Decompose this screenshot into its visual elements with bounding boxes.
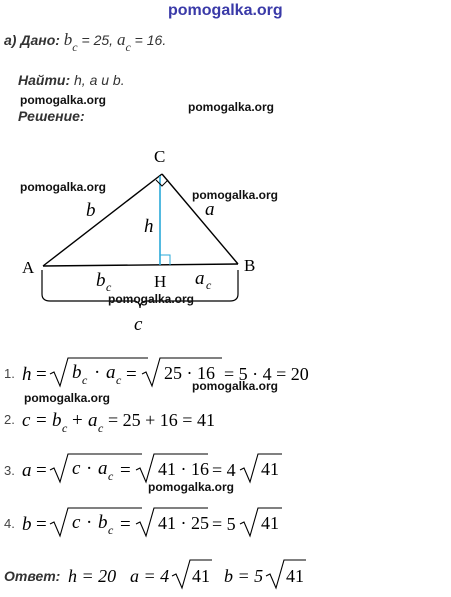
step-4-result-radicand: 41 bbox=[261, 513, 279, 533]
svg-text:b: b bbox=[52, 410, 62, 431]
svg-text:·: · bbox=[94, 362, 101, 383]
watermark: pomogalka.org bbox=[192, 188, 279, 202]
svg-text:=: = bbox=[36, 514, 47, 535]
segment-bc-sub: c bbox=[106, 280, 112, 294]
answer-b: b = 5 bbox=[224, 566, 264, 586]
segment-ac-sub: c bbox=[206, 278, 212, 292]
segment-bc-label: b bbox=[96, 270, 106, 291]
side-b-label: b bbox=[86, 200, 96, 221]
svg-text:=: = bbox=[36, 364, 47, 385]
right-angle-c-mark bbox=[156, 180, 168, 186]
svg-text:b: b bbox=[22, 514, 32, 535]
watermark: pomogalka.org bbox=[20, 180, 107, 194]
answer-a-radicand: 41 bbox=[192, 566, 210, 586]
svg-text:b: b bbox=[98, 512, 108, 533]
answer-a: a = 4 bbox=[130, 566, 170, 586]
base-c-label: c bbox=[134, 314, 143, 335]
step-1-formula bbox=[18, 352, 328, 392]
svg-text:a: a bbox=[88, 410, 98, 431]
svg-text:=: = bbox=[36, 460, 47, 481]
step-4-formula bbox=[18, 502, 328, 542]
find-line bbox=[18, 72, 125, 88]
step-1-inner: 25 · 16 bbox=[164, 363, 215, 383]
foot-h-label: H bbox=[154, 272, 167, 291]
step-3-inner: 41 · 16 bbox=[158, 459, 209, 479]
answer-formula bbox=[66, 556, 326, 592]
svg-text:c: c bbox=[108, 469, 114, 483]
answer-h: h = 20 bbox=[68, 566, 117, 586]
svg-text:c: c bbox=[108, 523, 114, 537]
watermark: pomogalka.org bbox=[20, 93, 107, 107]
triangle-diagram bbox=[0, 140, 451, 340]
svg-text:=: = bbox=[120, 514, 131, 535]
right-angle-h-mark bbox=[160, 255, 170, 265]
watermark-top: pomogalka.org bbox=[168, 2, 283, 19]
vertex-c-label: C bbox=[154, 147, 166, 166]
step-4-inner: 41 · 25 bbox=[158, 513, 209, 533]
step-1-number: 1. bbox=[4, 366, 15, 381]
segment-ac-label: a bbox=[195, 268, 205, 289]
svg-text:·: · bbox=[86, 512, 93, 533]
svg-text:c: c bbox=[72, 512, 81, 533]
svg-text:c: c bbox=[98, 421, 104, 435]
watermark: pomogalka.org bbox=[24, 391, 111, 405]
answer-b-radicand: 41 bbox=[286, 566, 304, 586]
svg-text:c: c bbox=[62, 421, 68, 435]
step-3-number: 3. bbox=[4, 463, 15, 478]
svg-text:=: = bbox=[36, 410, 47, 431]
base-ab-line bbox=[43, 264, 238, 266]
answer-label: Ответ: bbox=[4, 568, 61, 584]
solution-label: Решение: bbox=[18, 108, 85, 124]
svg-text:c: c bbox=[72, 458, 81, 479]
watermark: pomogalka.org bbox=[148, 480, 235, 494]
step-2-formula bbox=[18, 400, 328, 436]
watermark: pomogalka.org bbox=[188, 100, 275, 114]
watermark: pomogalka.org bbox=[108, 292, 195, 306]
step-4-result: = 5 bbox=[212, 514, 236, 534]
given-line: а) Дано: bc = 25, ac = 16. bbox=[4, 30, 167, 54]
svg-text:h: h bbox=[22, 364, 32, 385]
height-h-label: h bbox=[144, 216, 154, 237]
step-3-result-radicand: 41 bbox=[261, 459, 279, 479]
vertex-a-label: A bbox=[22, 258, 35, 277]
side-a-label: a bbox=[205, 199, 215, 220]
svg-text:c: c bbox=[82, 373, 88, 387]
find-items: h, a и b. bbox=[74, 72, 125, 88]
find-label: Найти: bbox=[18, 72, 71, 88]
watermark: pomogalka.org bbox=[192, 379, 279, 393]
svg-text:c: c bbox=[116, 373, 122, 387]
step-4-number: 4. bbox=[4, 516, 15, 531]
svg-text:b: b bbox=[72, 362, 82, 383]
step-2-result: = 25 + 16 = 41 bbox=[108, 410, 215, 430]
svg-text:c: c bbox=[22, 410, 31, 431]
svg-text:·: · bbox=[86, 458, 93, 479]
given-ac-value: 16 bbox=[146, 32, 163, 48]
svg-text:a: a bbox=[98, 458, 108, 479]
svg-text:=: = bbox=[120, 460, 131, 481]
step-3-result: = 4 bbox=[212, 460, 236, 480]
svg-text:=: = bbox=[126, 364, 137, 385]
svg-text:+: + bbox=[72, 410, 83, 431]
given-label: а) Дано: bbox=[4, 32, 60, 48]
svg-text:a: a bbox=[22, 460, 32, 481]
vertex-b-label: B bbox=[244, 256, 256, 275]
given-bc-value: 25 bbox=[93, 32, 110, 48]
svg-text:a: a bbox=[106, 362, 116, 383]
step-2-number: 2. bbox=[4, 412, 15, 427]
step-1-result: = 5 · 4 = 20 bbox=[224, 364, 309, 384]
